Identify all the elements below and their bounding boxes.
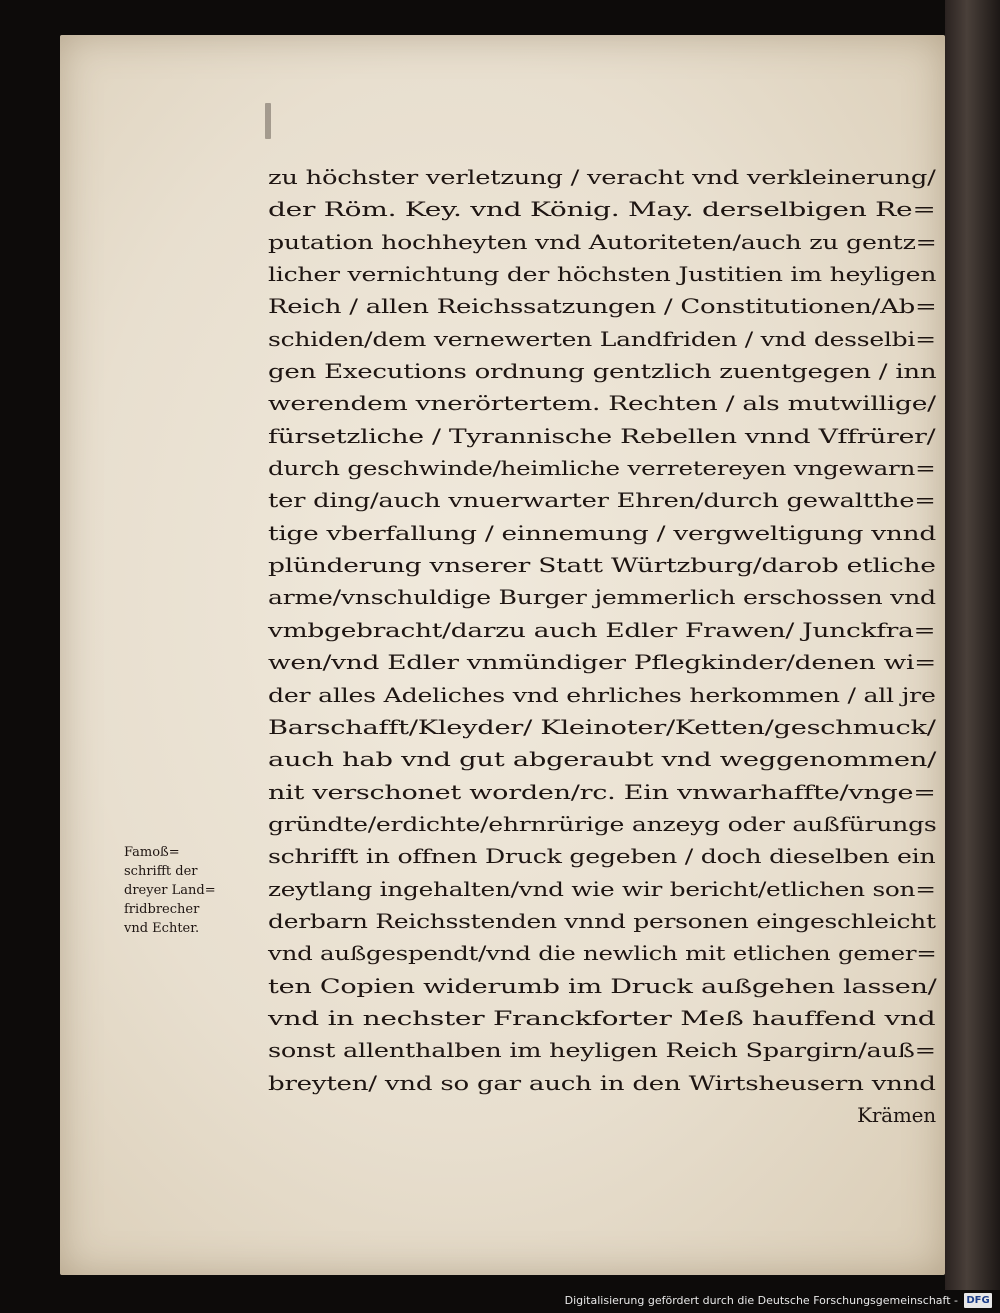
book-page [60,35,945,1275]
text-line: schrifft in offnen Druck gegeben / doch dieselben ein [268,844,936,869]
margin-note-line: fridbrecher [124,902,200,917]
text-line: zu höchster verletzung / veracht vnd verkleinerung/ [268,165,936,189]
text-line: tige vberfallung / einnemung / vergweltigung vnnd [268,520,936,545]
margin-note-line: vnd Echter. [124,921,200,936]
text-line: gen Executions ordnung gentzlich zuentgegen / inn [268,359,937,384]
text-line: wen/vnd Edler vnmündiger Pflegkinder/denen wi= [268,650,937,675]
text-line: gründte/erdichte/ehrnrürige anzeyg oder außfürungs [268,811,937,836]
text-line: putation hochheyten vnd Autoriteten/auch zu gentz= [268,229,937,254]
text-line: plünderung vnserer Statt Würtzburg/darob etliche [268,553,936,578]
text-line: der Röm. Key. vnd König. May. derselbigen Re= [268,197,936,222]
margin-note-line: Famoß= [124,845,180,860]
text-line: nit verschonet worden/rc. Ein vnwarhaffte/vnge= [268,779,936,804]
marginal-note [124,843,264,938]
funding-credit-text: Digitalisierung gefördert durch die Deutsche Forschungsgemeinschaft - [564,1294,958,1307]
text-line: ter ding/auch vnuerwarter Ehren/durch gewaltthe= [268,488,936,513]
text-line: zeytlang ingehalten/vnd wie wir bericht/etlichen son= [268,876,936,901]
text-line: arme/vnschuldige Burger jemmerlich erschossen vnd [268,585,936,610]
text-line: breyten/ vnd so gar auch in den Wirtsheusern vnnd [268,1070,936,1095]
page-marker-stroke [265,103,271,139]
text-line: vnd in nechster Franckforter Meß hauffend vnd [268,1005,936,1030]
text-line: Barschafft/Kleyder/ Kleinoter/Ketten/geschmuck/ [268,714,936,739]
text-line: vnd außgespendt/vnd die newlich mit etlichen gemer= [268,941,937,966]
text-line: ten Copien widerumb im Druck außgehen lassen/ [268,973,937,998]
digitization-footer [0,1290,1000,1313]
dfg-logo-icon: DFG [964,1293,992,1308]
text-line: Reich / allen Reichssatzungen / Constitutionen/Ab= [268,294,937,319]
text-line: schiden/dem vernewerten Landfriden / vnd desselbi= [268,326,936,351]
main-text-block [268,161,936,1131]
text-line: licher vernichtung der höchsten Justitien im heyligen [268,262,937,287]
margin-note-line: schrifft der [124,864,198,879]
margin-note-line: dreyer Land= [124,883,216,898]
text-line: werendem vnerörtertem. Rechten / als mutwillige/ [268,391,936,416]
text-line: der alles Adeliches vnd ehrliches herkommen / all jre [268,682,936,707]
text-line: derbarn Reichsstenden vnnd personen eingeschleicht [268,908,936,933]
book-binding-edge [945,0,1000,1290]
text-line: sonst allenthalben im heyligen Reich Spargirn/auß= [268,1038,936,1063]
text-line: vmbgebracht/darzu auch Edler Frawen/ Junckfra= [268,617,936,642]
text-line: fürsetzliche / Tyrannische Rebellen vnnd Vffrürer/ [268,423,936,448]
text-line: durch geschwinde/heimliche verretereyen vngewarn= [268,456,936,481]
catchword: Krämen [857,1102,936,1127]
text-line: auch hab vnd gut abgeraubt vnd weggenommen/ [268,747,936,772]
